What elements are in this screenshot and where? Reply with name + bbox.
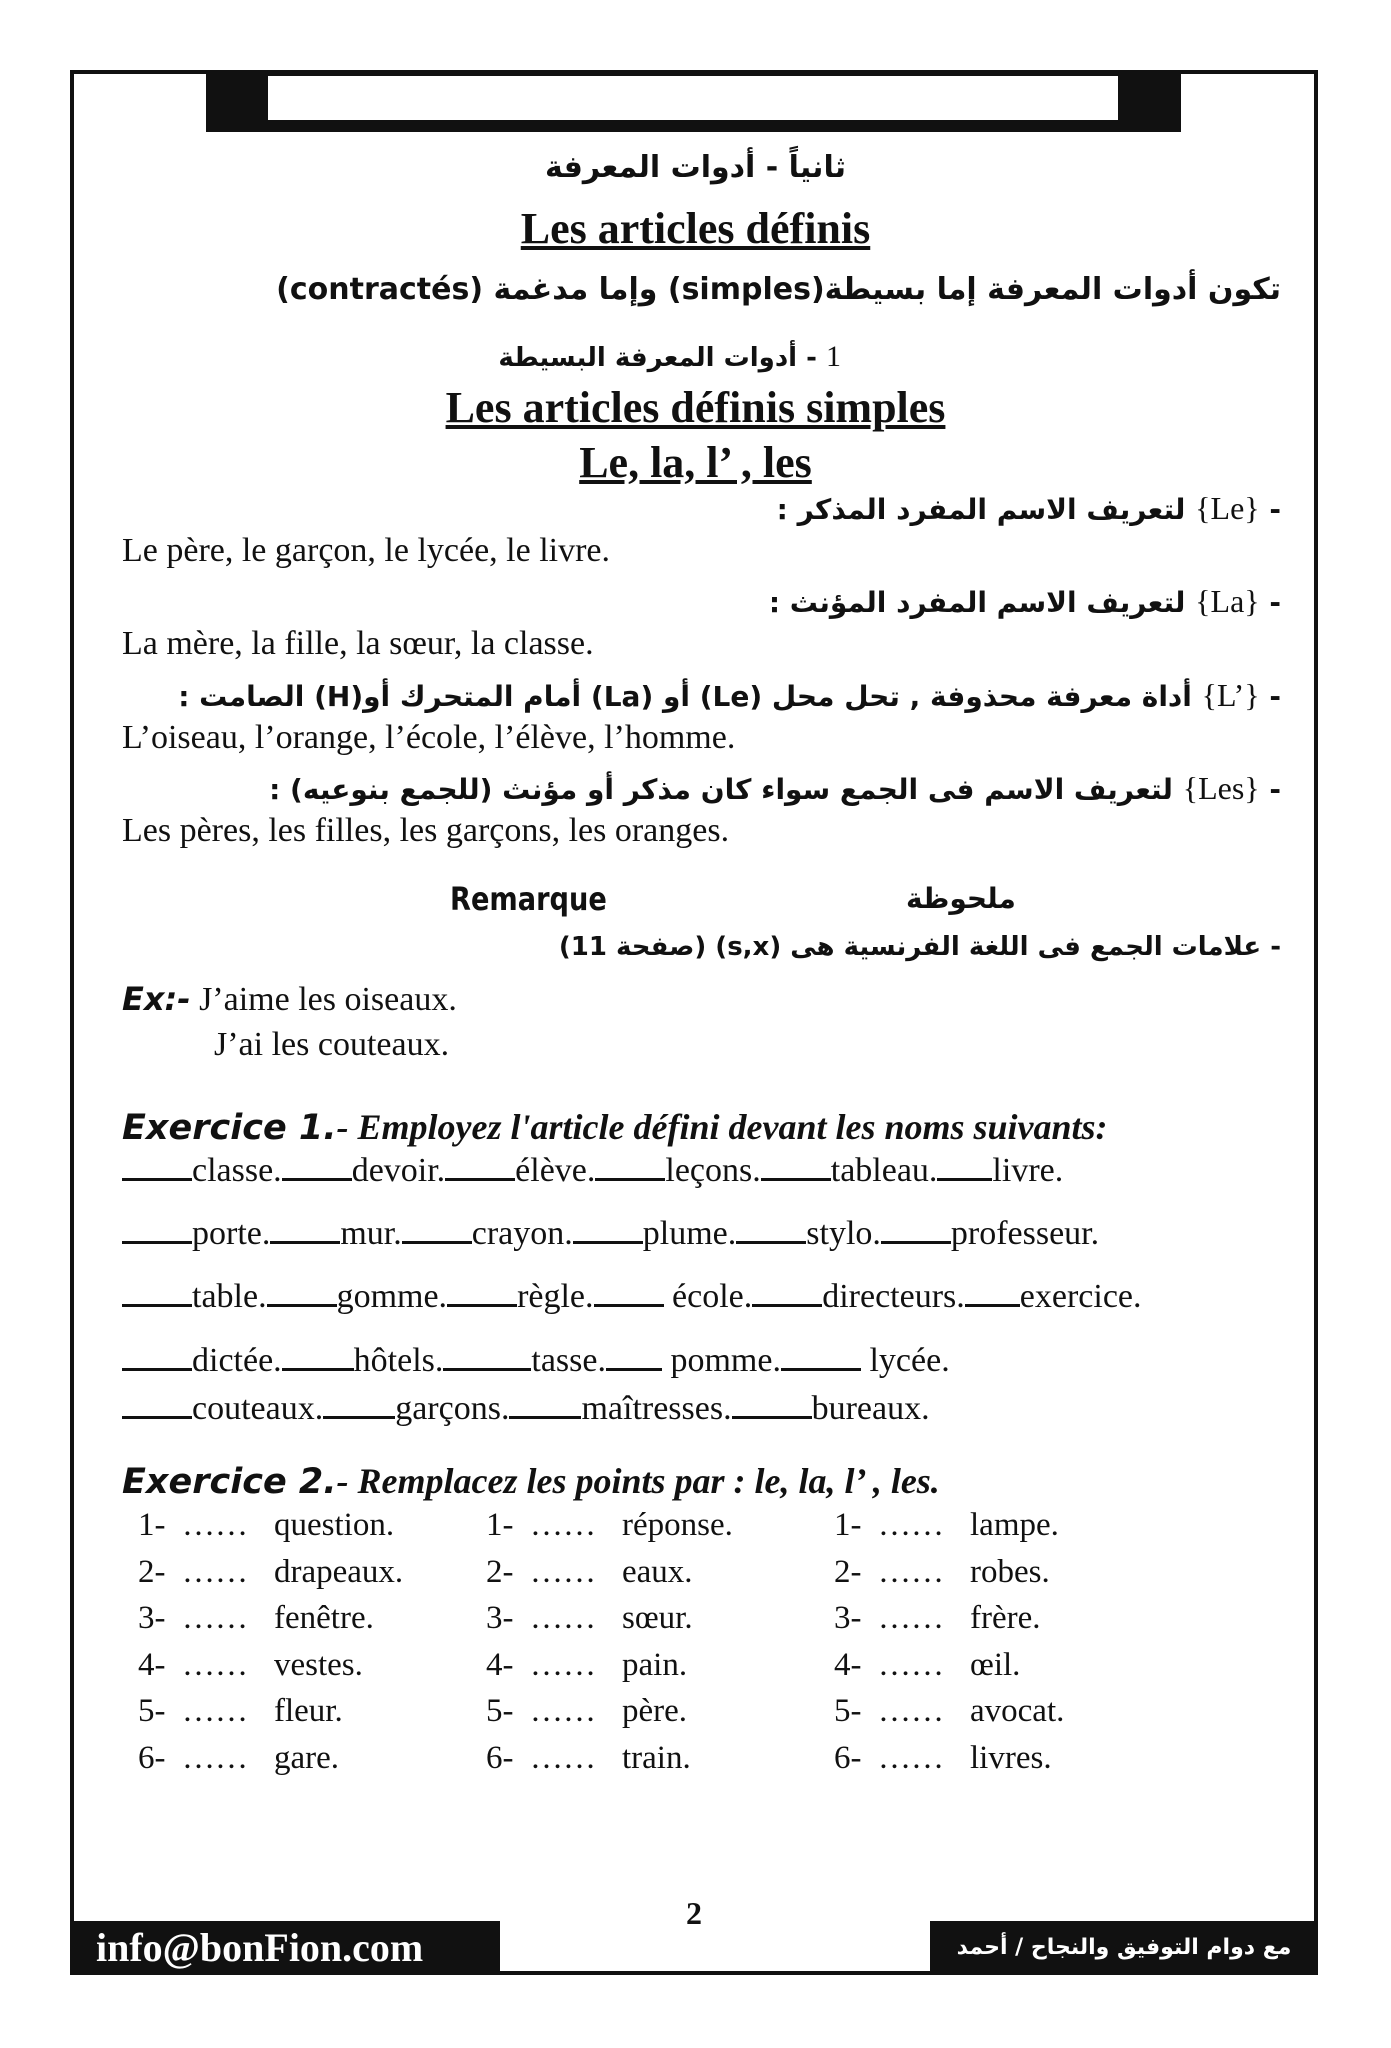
answer-blank[interactable] [752, 1276, 822, 1307]
rule-symbol: {Les} [1182, 770, 1260, 806]
exercise1-word: lycée. [860, 1342, 950, 1379]
answer-dots[interactable]: …… [530, 1739, 596, 1776]
example-sentence-2: J’ai les couteaux. [214, 1026, 450, 1063]
item-number: 2- [138, 1553, 166, 1590]
remarque-arabic-label: ملحوظة [906, 882, 1016, 915]
rule-example: Les pères, les filles, les garçons, les oranges. [122, 812, 730, 849]
item-word: pain. [622, 1646, 688, 1683]
rule-dash: - [1259, 680, 1281, 713]
rule-example: Le père, le garçon, le lycée, le livre. [122, 532, 611, 569]
answer-blank[interactable] [965, 1276, 1020, 1307]
rule-description: لتعريف الاسم المفرد المذكر : [776, 493, 1186, 526]
answer-blank[interactable] [323, 1388, 395, 1419]
answer-blank[interactable] [122, 1150, 192, 1181]
rule-line [269, 770, 1281, 807]
item-word: lampe. [970, 1507, 1059, 1543]
rule-symbol: {Le} [1195, 490, 1260, 526]
exercise1-row [122, 1276, 1142, 1316]
answer-blank[interactable] [447, 1276, 517, 1307]
rule-dash: - [1259, 493, 1281, 526]
item-word: eaux. [622, 1553, 693, 1590]
exercise1-label: Exercice 1. [122, 1108, 337, 1148]
exercise1-row [122, 1213, 1099, 1253]
exercise1-word: tableau. [830, 1152, 938, 1189]
item-word: question. [274, 1507, 395, 1543]
answer-blank[interactable] [282, 1150, 352, 1181]
exercise2-item [834, 1600, 1041, 1637]
rule-line [777, 490, 1281, 527]
exercise1-word: dictée. [192, 1342, 282, 1379]
answer-dots[interactable]: …… [530, 1646, 596, 1683]
section1-number: 1 [826, 340, 841, 373]
rule-dash: - [1259, 773, 1281, 806]
exercise1-word: pomme. [661, 1342, 781, 1379]
exercise1-word: porte. [192, 1215, 271, 1252]
exercise1-word: élève. [515, 1152, 596, 1189]
answer-dots[interactable]: …… [878, 1600, 944, 1636]
footer-email: info@bonFion.com [70, 1921, 500, 1975]
exercise2-item [834, 1693, 1064, 1730]
item-number: 1- [834, 1507, 862, 1543]
answer-blank[interactable] [736, 1213, 806, 1244]
exercise2-item [486, 1740, 691, 1777]
answer-dots[interactable]: …… [182, 1693, 248, 1729]
item-number: 3- [138, 1600, 166, 1636]
answer-blank[interactable] [122, 1340, 192, 1371]
exercise2-item [486, 1507, 733, 1544]
answer-dots[interactable]: …… [182, 1600, 248, 1636]
answer-blank[interactable] [573, 1213, 643, 1244]
rule-description: أداة معرفة محذوفة , تحل محل (Le) أو (La) أمام المتحرك أو(H) الصامت : [178, 680, 1192, 713]
rule-example: La mère, la fille, la sœur, la classe. [122, 625, 594, 662]
intro-arabic: تكون أدوات المعرفة إما بسيطة(simples) وإما مدغمة (contractés) [276, 272, 1281, 307]
exercise2-item [834, 1554, 1050, 1591]
answer-blank[interactable] [606, 1340, 662, 1371]
rule-symbol: {La} [1195, 583, 1260, 619]
item-number: 6- [834, 1739, 862, 1776]
header-band-inner [268, 76, 1118, 120]
item-word: train. [622, 1739, 691, 1776]
plural-note: - علامات الجمع فى اللغة الفرنسية هى (s,x) (صفحة 11) [558, 932, 1281, 962]
answer-dots[interactable]: …… [878, 1507, 944, 1543]
item-word: œil. [970, 1646, 1021, 1683]
exercise2-title [122, 1460, 940, 1502]
exercise2-item [138, 1507, 394, 1544]
item-number: 1- [138, 1507, 166, 1543]
exercise1-title [122, 1106, 1108, 1148]
answer-blank[interactable] [595, 1150, 665, 1181]
item-word: frère. [970, 1600, 1041, 1636]
answer-blank[interactable] [881, 1213, 951, 1244]
exercise2-item [486, 1600, 693, 1637]
answer-blank[interactable] [282, 1340, 354, 1371]
exercise2-item [138, 1647, 363, 1684]
answer-dots[interactable]: …… [182, 1553, 248, 1590]
answer-blank[interactable] [122, 1213, 192, 1244]
rule-description: لتعريف الاسم فى الجمع سواء كان مذكر أو مؤنث (للجمع بنوعيه) : [269, 773, 1173, 806]
answer-dots[interactable]: …… [878, 1553, 944, 1590]
item-word: fleur. [274, 1693, 343, 1729]
exercise1-word: plume. [642, 1215, 737, 1252]
exercise1-word: école. [663, 1278, 753, 1315]
section1-heading-ar [498, 340, 841, 374]
exercise1-row [122, 1340, 950, 1380]
answer-dots[interactable]: …… [182, 1646, 248, 1683]
item-number: 6- [138, 1739, 166, 1776]
item-number: 3- [834, 1600, 862, 1636]
rule-line [769, 583, 1281, 620]
answer-dots[interactable]: …… [878, 1646, 944, 1683]
answer-dots[interactable]: …… [182, 1739, 248, 1776]
item-number: 5- [138, 1693, 166, 1729]
answer-blank[interactable] [594, 1276, 664, 1307]
item-number: 5- [834, 1693, 862, 1729]
item-word: gare. [274, 1739, 340, 1776]
answer-blank[interactable] [445, 1150, 515, 1181]
answer-dots[interactable]: …… [530, 1693, 596, 1729]
exercise1-word: exercice. [1019, 1278, 1142, 1315]
answer-dots[interactable]: …… [530, 1507, 596, 1543]
item-word: livres. [970, 1739, 1052, 1776]
exercise1-instruction: - Employez l'article défini devant les noms suivants: [336, 1107, 1108, 1147]
item-number: 1- [486, 1507, 514, 1543]
exercise1-word: couteaux. [192, 1390, 324, 1427]
answer-dots[interactable]: …… [878, 1693, 944, 1729]
exercise1-row [122, 1388, 930, 1428]
exercise1-word: tasse. [531, 1342, 606, 1379]
item-number: 3- [486, 1600, 514, 1636]
item-number: 2- [486, 1553, 514, 1590]
exercise1-word: maîtresses. [581, 1390, 732, 1427]
exercise2-item [138, 1693, 343, 1730]
answer-dots[interactable]: …… [878, 1739, 944, 1776]
item-word: avocat. [970, 1693, 1065, 1729]
item-word: robes. [970, 1553, 1050, 1590]
exercise2-item [138, 1554, 403, 1591]
exercise2-item [486, 1693, 687, 1730]
item-number: 6- [486, 1739, 514, 1776]
example-label: Ex:- [122, 980, 191, 1018]
exercise2-item [834, 1740, 1052, 1777]
exercise1-word: gomme. [336, 1278, 448, 1315]
exercise1-word: stylo. [806, 1215, 881, 1252]
answer-blank[interactable] [937, 1150, 992, 1181]
answer-blank[interactable] [509, 1388, 581, 1419]
exercise1-word: mur. [340, 1215, 402, 1252]
example-sentence-1: J’aime les oiseaux. [199, 981, 457, 1018]
exercise1-word: crayon. [471, 1215, 573, 1252]
exercise1-word: hôtels. [353, 1342, 444, 1379]
answer-dots[interactable]: …… [530, 1553, 596, 1590]
exercise1-row [122, 1150, 1063, 1190]
french-title: Les articles définis [520, 204, 871, 253]
page-number: 2 [686, 1895, 702, 1931]
exercise2-instruction: - Remplacez les points par : le, la, l’ , les. [336, 1461, 940, 1501]
item-word: père. [622, 1693, 688, 1729]
answer-blank[interactable] [267, 1276, 337, 1307]
exercise1-word: garçons. [395, 1390, 510, 1427]
exercise1-word: classe. [192, 1152, 282, 1189]
exercise1-word: table. [192, 1278, 267, 1315]
exercise2-item [834, 1507, 1059, 1544]
answer-blank[interactable] [443, 1340, 531, 1371]
exercise1-word: livre. [992, 1152, 1064, 1189]
section1-heading-text: - أدوات المعرفة البسيطة [498, 343, 817, 373]
answer-blank[interactable] [781, 1340, 861, 1371]
item-number: 4- [834, 1646, 862, 1683]
exercise2-label: Exercice 2. [122, 1462, 337, 1502]
exercise2-item [486, 1647, 687, 1684]
item-number: 5- [486, 1693, 514, 1729]
rule-line [178, 677, 1281, 714]
articles-line: Le, la, l’ , les [579, 438, 812, 487]
answer-blank[interactable] [122, 1388, 192, 1419]
answer-dots[interactable]: …… [182, 1507, 248, 1543]
exercise1-word: leçons. [665, 1152, 761, 1189]
item-word: fenêtre. [274, 1600, 374, 1636]
rule-dash: - [1259, 586, 1281, 619]
item-word: réponse. [622, 1507, 733, 1543]
exercise1-word: règle. [517, 1278, 594, 1315]
answer-blank[interactable] [270, 1213, 340, 1244]
item-number: 2- [834, 1553, 862, 1590]
answer-blank[interactable] [402, 1213, 472, 1244]
exercise1-word: professeur. [950, 1215, 1100, 1252]
exercise1-word: bureaux. [811, 1390, 930, 1427]
exercise2-item [486, 1554, 693, 1591]
exercise2-item [834, 1647, 1020, 1684]
item-number: 4- [486, 1646, 514, 1683]
section1-french-heading: Les articles définis simples [445, 383, 946, 432]
item-number: 4- [138, 1646, 166, 1683]
exercise2-item [138, 1740, 339, 1777]
exercise1-word: directeurs. [822, 1278, 965, 1315]
exercise2-item [138, 1600, 374, 1637]
remarque-label: Remarque [450, 880, 607, 918]
rule-description: لتعريف الاسم المفرد المؤنث : [768, 586, 1186, 619]
answer-blank[interactable] [732, 1388, 812, 1419]
answer-blank[interactable] [122, 1276, 192, 1307]
item-word: drapeaux. [274, 1553, 404, 1590]
exercise1-word: devoir. [351, 1152, 446, 1189]
answer-dots[interactable]: …… [530, 1600, 596, 1636]
example-line-1 [122, 980, 457, 1019]
item-word: sœur. [622, 1600, 693, 1636]
rule-symbol: {L’} [1201, 677, 1260, 713]
item-word: vestes. [274, 1646, 363, 1683]
rule-example: L’oiseau, l’orange, l’école, l’élève, l’homme. [122, 719, 736, 756]
answer-blank[interactable] [761, 1150, 831, 1181]
footer-signature: مع دوام التوفيق والنجاح / أحمد شلبى [930, 1921, 1318, 1975]
arabic-title: ثانياً - أدوات المعرفة [545, 150, 846, 185]
